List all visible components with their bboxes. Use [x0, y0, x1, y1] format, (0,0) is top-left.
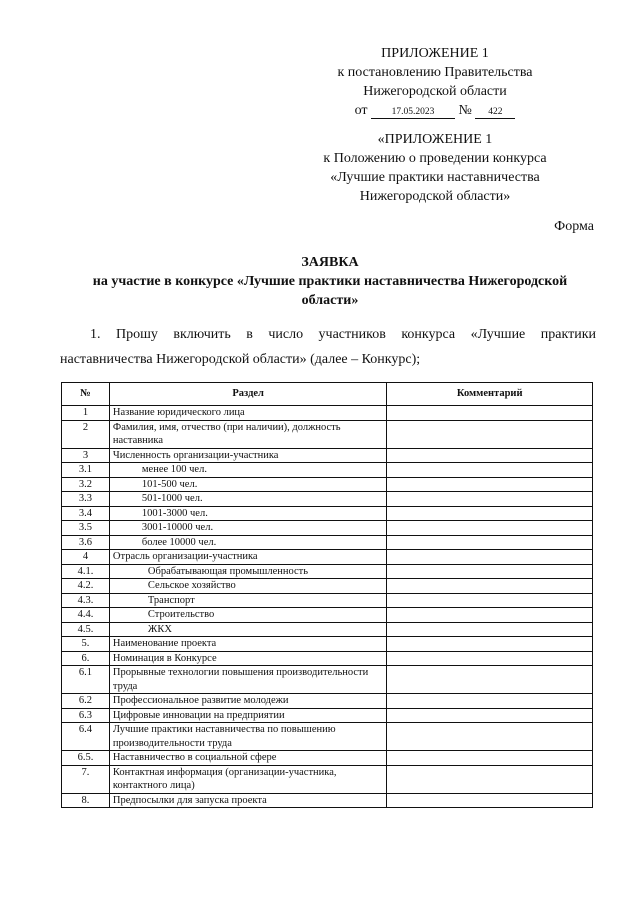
table-row — [62, 550, 593, 565]
resolution-date-line — [300, 101, 570, 120]
table-header-row — [62, 383, 593, 406]
row-number: 4.2. — [62, 579, 110, 594]
row-comment-cell[interactable] — [387, 406, 593, 421]
appendix-header — [300, 44, 570, 120]
row-section: Название юридического лица — [109, 406, 387, 421]
row-comment-cell[interactable] — [387, 521, 593, 536]
row-number: 6.2 — [62, 694, 110, 709]
application-table — [61, 382, 593, 808]
table-row — [62, 564, 593, 579]
table-row — [62, 506, 593, 521]
row-number: 4.1. — [62, 564, 110, 579]
form-label: Форма — [554, 219, 594, 234]
number-label: № — [458, 103, 472, 118]
table-row — [62, 694, 593, 709]
row-number: 3.1 — [62, 463, 110, 478]
row-number: 3.2 — [62, 477, 110, 492]
table-row — [62, 521, 593, 536]
row-number: 5. — [62, 637, 110, 652]
row-number: 3.6 — [62, 535, 110, 550]
table-row — [62, 492, 593, 507]
row-comment-cell[interactable] — [387, 694, 593, 709]
row-number: 3.4 — [62, 506, 110, 521]
table-row — [62, 666, 593, 694]
table-row — [62, 477, 593, 492]
col-header-number: № — [62, 383, 110, 406]
row-section: ЖКХ — [109, 622, 387, 637]
regulation-title: «ПРИЛОЖЕНИЕ 1 — [377, 132, 493, 147]
row-comment-cell[interactable] — [387, 608, 593, 623]
table-row — [62, 420, 593, 448]
table-row — [62, 708, 593, 723]
row-section: Номинация в Конкурсе — [109, 651, 387, 666]
row-number: 6.4 — [62, 723, 110, 751]
from-label: от — [354, 103, 368, 118]
appendix-line: к постановлению Правительства — [337, 65, 533, 80]
row-section: Строительство — [109, 608, 387, 623]
table-row — [62, 608, 593, 623]
row-comment-cell[interactable] — [387, 448, 593, 463]
request-paragraph — [60, 322, 596, 372]
row-comment-cell[interactable] — [387, 550, 593, 565]
row-section: Лучшие практики наставничества по повышению производительности труда — [109, 723, 387, 751]
table-row — [62, 622, 593, 637]
table-row — [62, 593, 593, 608]
row-section: Предпосылки для запуска проекта — [109, 793, 387, 808]
row-number: 6. — [62, 651, 110, 666]
paragraph-line: 1. Прошу включить в число участников конкурса «Лучшие практики — [90, 327, 596, 342]
row-section: Транспорт — [109, 593, 387, 608]
row-section: Цифровые инновации на предприятии — [109, 708, 387, 723]
row-comment-cell[interactable] — [387, 492, 593, 507]
row-section: Обрабатывающая промышленность — [109, 564, 387, 579]
table-row — [62, 793, 593, 808]
row-number: 4.4. — [62, 608, 110, 623]
row-comment-cell[interactable] — [387, 477, 593, 492]
row-comment-cell[interactable] — [387, 765, 593, 793]
row-section: Прорывные технологии повышения производительности труда — [109, 666, 387, 694]
row-comment-cell[interactable] — [387, 751, 593, 766]
table-row — [62, 579, 593, 594]
regulation-line: к Положению о проведении конкурса — [323, 151, 547, 166]
row-number: 1 — [62, 406, 110, 421]
regulation-header — [300, 130, 570, 206]
document-title — [60, 253, 600, 310]
resolution-number: 422 — [475, 106, 515, 119]
row-comment-cell[interactable] — [387, 506, 593, 521]
row-section: более 10000 чел. — [109, 535, 387, 550]
title-sub: области» — [301, 293, 359, 308]
row-section: Контактная информация (организации-участника, контактного лица) — [109, 765, 387, 793]
table-row — [62, 463, 593, 478]
row-number: 6.1 — [62, 666, 110, 694]
row-section: Сельское хозяйство — [109, 579, 387, 594]
row-comment-cell[interactable] — [387, 651, 593, 666]
row-comment-cell[interactable] — [387, 666, 593, 694]
row-number: 4.3. — [62, 593, 110, 608]
row-number: 3 — [62, 448, 110, 463]
row-section: 501-1000 чел. — [109, 492, 387, 507]
row-section: Наставничество в социальной сфере — [109, 751, 387, 766]
paragraph-line: наставничества Нижегородской области» (далее – Конкурс); — [60, 352, 421, 367]
row-comment-cell[interactable] — [387, 535, 593, 550]
col-header-section: Раздел — [109, 383, 387, 406]
row-comment-cell[interactable] — [387, 622, 593, 637]
regulation-line: «Лучшие практики наставничества — [330, 170, 540, 185]
row-number: 6.3 — [62, 708, 110, 723]
table-row — [62, 535, 593, 550]
row-number: 6.5. — [62, 751, 110, 766]
row-comment-cell[interactable] — [387, 463, 593, 478]
row-comment-cell[interactable] — [387, 793, 593, 808]
table-row — [62, 751, 593, 766]
row-section: 3001-10000 чел. — [109, 521, 387, 536]
row-comment-cell[interactable] — [387, 723, 593, 751]
row-section: Профессиональное развитие молодежи — [109, 694, 387, 709]
row-comment-cell[interactable] — [387, 637, 593, 652]
row-section: 1001-3000 чел. — [109, 506, 387, 521]
appendix-title: ПРИЛОЖЕНИЕ 1 — [381, 46, 489, 61]
row-number: 4.5. — [62, 622, 110, 637]
row-comment-cell[interactable] — [387, 420, 593, 448]
table-row — [62, 406, 593, 421]
table-row — [62, 723, 593, 751]
row-section: Численность организации-участника — [109, 448, 387, 463]
row-number: 7. — [62, 765, 110, 793]
row-section: Отрасль организации-участника — [109, 550, 387, 565]
row-comment-cell[interactable] — [387, 593, 593, 608]
title-sub: на участие в конкурсе «Лучшие практики наставничества Нижегородской — [92, 274, 568, 289]
resolution-date: 17.05.2023 — [371, 106, 455, 119]
table-row — [62, 765, 593, 793]
col-header-comment: Комментарий — [387, 383, 593, 406]
row-section: менее 100 чел. — [109, 463, 387, 478]
appendix-line: Нижегородской области — [363, 84, 507, 99]
row-number: 8. — [62, 793, 110, 808]
row-comment-cell[interactable] — [387, 708, 593, 723]
table-row — [62, 637, 593, 652]
regulation-line: Нижегородской области» — [359, 189, 511, 204]
row-number: 2 — [62, 420, 110, 448]
row-number: 4 — [62, 550, 110, 565]
row-section: 101-500 чел. — [109, 477, 387, 492]
row-number: 3.3 — [62, 492, 110, 507]
row-number: 3.5 — [62, 521, 110, 536]
title-main: ЗАЯВКА — [301, 255, 359, 270]
table-row — [62, 448, 593, 463]
table-row — [62, 651, 593, 666]
row-comment-cell[interactable] — [387, 579, 593, 594]
row-section: Наименование проекта — [109, 637, 387, 652]
row-section: Фамилия, имя, отчество (при наличии), должность наставника — [109, 420, 387, 448]
row-comment-cell[interactable] — [387, 564, 593, 579]
